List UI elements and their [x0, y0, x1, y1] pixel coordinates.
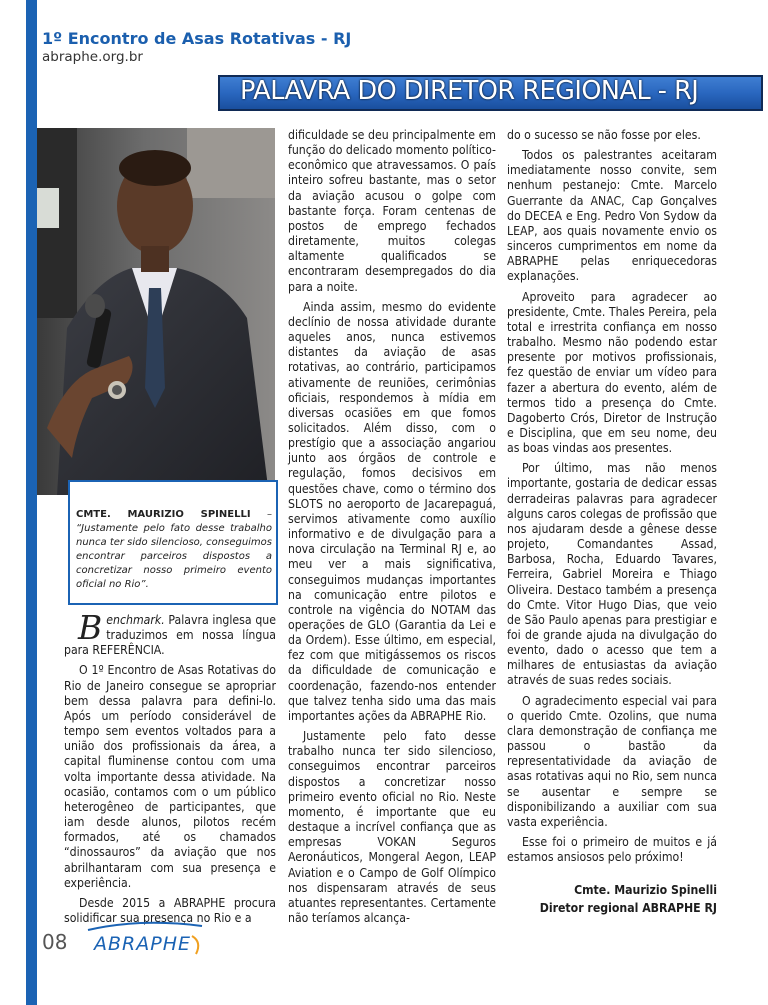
caption-name: CMTE. MAURIZIO SPINELLI	[76, 509, 251, 520]
signature-name: Cmte. Maurizio Spinelli	[574, 883, 717, 898]
abraphe-logo	[80, 916, 210, 960]
article-column-2	[288, 128, 496, 931]
paragraph: Esse foi o primeiro de muitos e já estamos ansiosos pelo próximo!	[507, 835, 717, 865]
paragraph: do o sucesso se não fosse por eles.	[507, 128, 701, 142]
left-accent-stripe	[26, 0, 37, 1005]
section-title: PALAVRA DO DIRETOR REGIONAL - RJ	[240, 76, 699, 106]
page-number: 08	[42, 930, 68, 954]
site-url: abraphe.org.br	[42, 49, 143, 65]
paragraph: O agradecimento especial vai para o querido Cmte. Ozolins, que numa clara demonstração de confiança me passou o bastão da representatividade da aviação de asas rotativas aqui no Rio, sem nunca se ausentar e sempre se disponibilizando a auxiliar com sua vasta experiência.	[507, 693, 717, 829]
speaker-photo	[37, 128, 275, 495]
signature	[507, 881, 717, 917]
lead-paragraph	[64, 608, 276, 658]
lead-rest: Palavra inglesa que traduzimos em nossa língua para REFERÊNCIA.	[64, 613, 276, 658]
paragraph: O 1º Encontro de Asas Rotativas do Rio de Janeiro consegue se apropriar bem dessa palavra para defini-lo. Após um período considerável de tempo sem eventos voltados para a união dos profissionais da área, a capital fluminense contou com uma volta importante dessa atividade. Na ocasião, contamos com o um público heterogêneo de participantes, que iam desde alunos, pilotos recém formados, até os chamados “dinossauros” da aviação que nos abrilhantaram com sua presença e experiência.	[64, 663, 276, 890]
event-title: 1º Encontro de Asas Rotativas - RJ	[42, 29, 352, 48]
caption-quote: – “Justamente pelo fato desse trabalho nunca ter sido silencioso, conseguimos encontrar parceiros dispostos a concretizar nosso primeiro evento oficial no Rio”.	[76, 509, 273, 590]
paragraph: Justamente pelo fato desse trabalho nunca ter sido silencioso, conseguimos encontrar parceiros dispostos a concretizar nosso primeiro evento oficial no Rio. Neste momento, é importante que eu destaque a incrível confiança que as empresas VOKAN Seguros Aeronáuticos, Mongeral Aegon, LEAP Aviation e o Campo de Golf Olímpico nos dispensaram através de seus atuantes representantes. Certamente não teríamos alcança-	[288, 729, 496, 925]
photo-caption	[76, 508, 272, 592]
paragraph: Todos os palestrantes aceitaram imediatamente nosso convite, sem nenhum pestanejo: Cmte. Marcelo Guerrante da ANAC, Cap Gonçalves do DECEA e Eng. Pedro Von Sydow da LEAP, aos quais novamente envio os sinceros cumprimentos em nome da ABRAPHE pelas enriquecedoras explanações.	[507, 148, 717, 284]
signature-role: Diretor regional ABRAPHE RJ	[539, 901, 717, 916]
drop-cap: B	[78, 608, 103, 647]
paragraph: dificuldade se deu principalmente em função do delicado momento político-econômico que atravessamos. O país inteiro sofreu bastante, mas o setor da aviação acusou o golpe com bastante força. Foram centenas de postos de emprego fechados diretamente, muitos colegas altamente qualificados se encontraram desempregados do dia para a noite.	[288, 128, 496, 294]
lead-word: enchmark.	[106, 613, 165, 627]
section-banner	[208, 72, 768, 115]
article-column-3	[507, 128, 717, 917]
paragraph: Desde 2015 a ABRAPHE procura solidificar sua presença no Rio e a	[64, 895, 276, 925]
logo-text: ABRAPHE	[94, 933, 191, 955]
paragraph: Ainda assim, mesmo do evidente declínio de nossa atividade durante aqueles anos, nunca estivemos distantes da aviação de asas rotativas, ao contrário, participamos ativamente de reuniões, cerimônias oficiais, respondemos à mídia em diversas ocasiões em que fomos solicitados. Além disso, com o prestígio que a associação angariou junto aos órgãos de controle e regulação, fomos decisivos em questões chave, como o término dos SLOTS no aeroporto de Jacarepaguá, servimos ativamente como auxílio informativo e de divulgação para a nova circulação na Terminal RJ e, ao meu ver a mais significativa, conseguimos mudanças importantes na comunicação entre pilotos e controle na vigência do NOTAM das operações de GLO (Garantia da Lei e da Ordem). Esse último, em especial, fez com que mitigássemos os riscos da dificuldade de comunicação e coordenação, fazendo-nos entender que talvez tenha sido uma das mais importantes ações da ABRAPHE Rio.	[288, 299, 496, 723]
paragraph: Por último, mas não menos importante, gostaria de dedicar essas derradeiras palavras para agradecer alguns caros colegas de profissão que nos ajudaram desde a gênese desse projeto, Comandantes Assad, Barbosa, Rocha, Eduardo Tavares, Ferreira, Gabriel Moreira e Thiago Oliveira. Destaco também a presença do Cmte. Vitor Hugo Dias, que veio de São Paulo apenas para prestigiar e foi de grande ajuda na divulgação do evento, dado o acesso que tem a milhares de entusiastas da aviação através de suas redes sociais.	[507, 461, 717, 688]
article-column-1	[64, 608, 276, 931]
paragraph: Aproveito para agradecer ao presidente, Cmte. Thales Pereira, pela total e irrestrita confiança em nosso trabalho. Mesmo não podendo estar presente por motivos profissionais, fez questão de enviar um vídeo para fazer a abertura do evento, além de termos tido a presença do Cmte. Dagoberto Crós, Diretor de Instrução e Disciplina, que em seu nome, deu as boas vindas aos presentes.	[507, 289, 717, 456]
